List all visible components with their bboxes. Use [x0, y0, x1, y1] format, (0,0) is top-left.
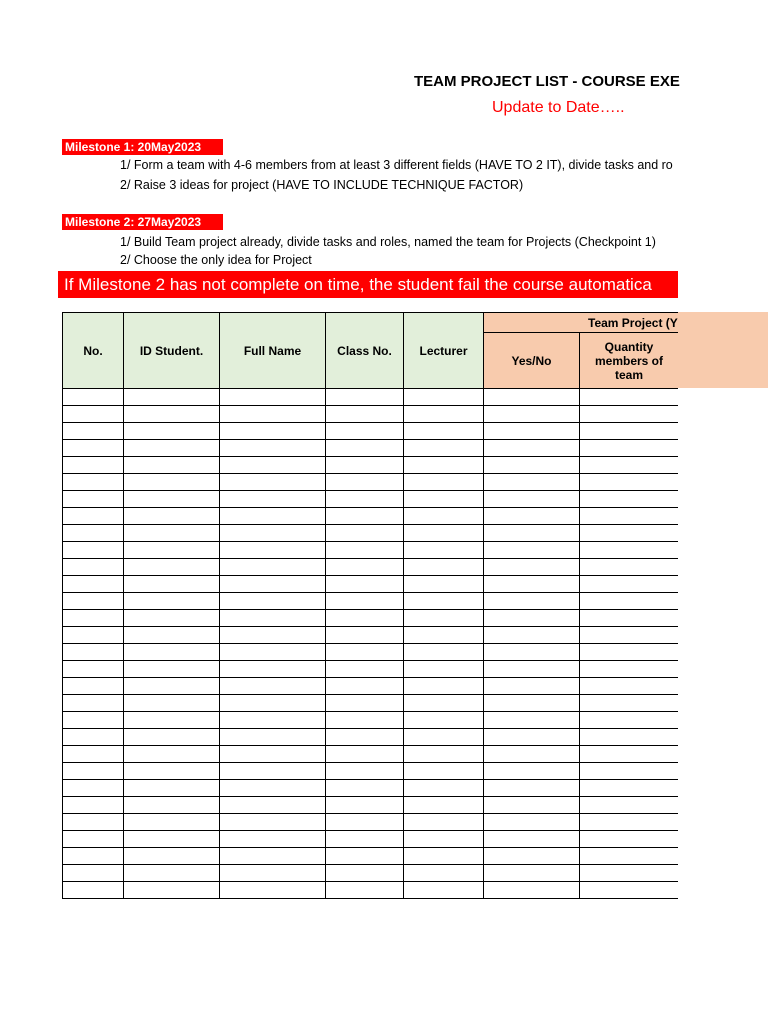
header-class-no: Class No.	[326, 313, 404, 389]
table-cell[interactable]	[63, 610, 124, 627]
table-cell[interactable]	[404, 695, 484, 712]
table-cell[interactable]	[404, 763, 484, 780]
table-row	[63, 797, 679, 814]
table-cell[interactable]	[484, 644, 580, 661]
table-cell[interactable]	[124, 559, 220, 576]
table-cell[interactable]	[404, 678, 484, 695]
table-cell[interactable]	[326, 542, 404, 559]
table-cell[interactable]	[404, 610, 484, 627]
table-cell[interactable]	[484, 542, 580, 559]
table-cell[interactable]	[63, 559, 124, 576]
table-cell[interactable]	[220, 576, 326, 593]
table-cell[interactable]	[404, 440, 484, 457]
table-cell[interactable]	[124, 678, 220, 695]
table-cell[interactable]	[580, 542, 679, 559]
table-cell[interactable]	[580, 457, 679, 474]
table-cell[interactable]	[404, 542, 484, 559]
table-cell[interactable]	[220, 457, 326, 474]
table-cell[interactable]	[580, 831, 679, 848]
table-cell[interactable]	[580, 593, 679, 610]
table-cell[interactable]	[484, 763, 580, 780]
table-cell[interactable]	[404, 525, 484, 542]
table-cell[interactable]	[404, 423, 484, 440]
table-cell[interactable]	[404, 848, 484, 865]
table-cell[interactable]	[63, 406, 124, 423]
table-cell[interactable]	[220, 712, 326, 729]
table-cell[interactable]	[63, 797, 124, 814]
table-cell[interactable]	[220, 865, 326, 882]
table-cell[interactable]	[326, 780, 404, 797]
table-row	[63, 729, 679, 746]
table-row	[63, 814, 679, 831]
table-cell[interactable]	[124, 576, 220, 593]
table-cell[interactable]	[220, 559, 326, 576]
table-cell[interactable]	[124, 797, 220, 814]
table-cell[interactable]	[326, 491, 404, 508]
header-lecturer: Lecturer	[404, 313, 484, 389]
table-cell[interactable]	[484, 695, 580, 712]
table-cell[interactable]	[326, 661, 404, 678]
table-cell[interactable]	[484, 780, 580, 797]
table-cell[interactable]	[580, 661, 679, 678]
table-cell[interactable]	[326, 678, 404, 695]
deadline-warning-banner: If Milestone 2 has not complete on time, the student fail the course automatica	[58, 271, 678, 298]
table-cell[interactable]	[580, 559, 679, 576]
table-cell[interactable]	[63, 627, 124, 644]
table-cell[interactable]	[220, 440, 326, 457]
table-cell[interactable]	[124, 695, 220, 712]
table-row	[63, 627, 679, 644]
table-cell[interactable]	[326, 593, 404, 610]
table-cell[interactable]	[404, 474, 484, 491]
document-title: TEAM PROJECT LIST - COURSE EXE	[414, 73, 680, 90]
table-row	[63, 593, 679, 610]
table-cell[interactable]	[124, 831, 220, 848]
table-cell[interactable]	[220, 763, 326, 780]
table-cell[interactable]	[63, 831, 124, 848]
table-row	[63, 610, 679, 627]
table-cell[interactable]	[220, 610, 326, 627]
table-cell[interactable]	[484, 389, 580, 406]
table-cell[interactable]	[404, 865, 484, 882]
table-row	[63, 678, 679, 695]
table-cell[interactable]	[63, 525, 124, 542]
table-cell[interactable]	[404, 559, 484, 576]
table-cell[interactable]	[326, 406, 404, 423]
table-cell[interactable]	[484, 831, 580, 848]
table-cell[interactable]	[404, 457, 484, 474]
table-row	[63, 474, 679, 491]
table-cell[interactable]	[326, 712, 404, 729]
table-cell[interactable]	[580, 729, 679, 746]
table-cell[interactable]	[326, 389, 404, 406]
table-cell[interactable]	[63, 695, 124, 712]
table-cell[interactable]	[220, 491, 326, 508]
table-cell[interactable]	[580, 780, 679, 797]
table-cell[interactable]	[580, 525, 679, 542]
table-cell[interactable]	[484, 712, 580, 729]
table-cell[interactable]	[220, 627, 326, 644]
table-cell[interactable]	[124, 525, 220, 542]
table-cell[interactable]	[484, 865, 580, 882]
table-cell[interactable]	[220, 661, 326, 678]
table-cell[interactable]	[484, 406, 580, 423]
table-cell[interactable]	[326, 746, 404, 763]
table-cell[interactable]	[484, 661, 580, 678]
header-full-name: Full Name	[220, 313, 326, 389]
table-cell[interactable]	[326, 525, 404, 542]
table-cell[interactable]	[220, 780, 326, 797]
table-cell[interactable]	[63, 729, 124, 746]
table-row	[63, 661, 679, 678]
table-cell[interactable]	[63, 440, 124, 457]
table-cell[interactable]	[580, 644, 679, 661]
header-yes-no: Yes/No	[484, 333, 580, 389]
table-cell[interactable]	[326, 797, 404, 814]
table-cell[interactable]	[220, 797, 326, 814]
table-cell[interactable]	[220, 389, 326, 406]
table-cell[interactable]	[63, 882, 124, 899]
table-cell[interactable]	[124, 848, 220, 865]
table-row	[63, 712, 679, 729]
table-cell[interactable]	[484, 814, 580, 831]
table-cell[interactable]	[580, 814, 679, 831]
table-cell[interactable]	[404, 729, 484, 746]
table-cell[interactable]	[580, 848, 679, 865]
table-row	[63, 763, 679, 780]
header-quantity-members: Quantity members of team	[580, 333, 679, 389]
table-cell[interactable]	[63, 746, 124, 763]
table-row	[63, 865, 679, 882]
table-cell[interactable]	[580, 865, 679, 882]
table-cell[interactable]	[220, 644, 326, 661]
table-cell[interactable]	[63, 644, 124, 661]
team-project-table	[62, 312, 678, 899]
table-cell[interactable]	[404, 882, 484, 899]
table-cell[interactable]	[63, 423, 124, 440]
table-row	[63, 491, 679, 508]
milestone-1-label: Milestone 1: 20May2023	[62, 139, 223, 155]
table-cell[interactable]	[63, 576, 124, 593]
table-cell[interactable]	[63, 491, 124, 508]
table-cell[interactable]	[404, 593, 484, 610]
table-cell[interactable]	[124, 542, 220, 559]
table-cell[interactable]	[580, 508, 679, 525]
table-cell[interactable]	[220, 695, 326, 712]
table-cell[interactable]	[220, 423, 326, 440]
table-cell[interactable]	[404, 644, 484, 661]
table-cell[interactable]	[326, 627, 404, 644]
table-cell[interactable]	[124, 593, 220, 610]
table-cell[interactable]	[484, 610, 580, 627]
table-cell[interactable]	[404, 780, 484, 797]
table-cell[interactable]	[404, 576, 484, 593]
table-cell[interactable]	[326, 576, 404, 593]
table-cell[interactable]	[484, 678, 580, 695]
table-cell[interactable]	[326, 508, 404, 525]
table-cell[interactable]	[124, 661, 220, 678]
table-cell[interactable]	[124, 644, 220, 661]
table-cell[interactable]	[580, 406, 679, 423]
table-cell[interactable]	[484, 559, 580, 576]
table-cell[interactable]	[124, 882, 220, 899]
table-cell[interactable]	[580, 763, 679, 780]
table-cell[interactable]	[326, 610, 404, 627]
table-cell[interactable]	[580, 576, 679, 593]
table-cell[interactable]	[580, 712, 679, 729]
table-cell[interactable]	[124, 712, 220, 729]
table-cell[interactable]	[124, 423, 220, 440]
table-cell[interactable]	[124, 814, 220, 831]
table-row	[63, 457, 679, 474]
table-cell[interactable]	[484, 746, 580, 763]
table-row	[63, 508, 679, 525]
milestone-1-task-1: 1/ Form a team with 4-6 members from at least 3 different fields (HAVE TO 2 IT), divide tasks and ro	[120, 158, 673, 172]
table-cell[interactable]	[124, 729, 220, 746]
table-cell[interactable]	[580, 474, 679, 491]
milestone-1-task-2: 2/ Raise 3 ideas for project (HAVE TO INCLUDE TECHNIQUE FACTOR)	[120, 178, 524, 192]
table-cell[interactable]	[220, 678, 326, 695]
table-cell[interactable]	[404, 814, 484, 831]
table-cell[interactable]	[124, 780, 220, 797]
table-cell[interactable]	[63, 457, 124, 474]
table-cell[interactable]	[580, 627, 679, 644]
table-cell[interactable]	[220, 882, 326, 899]
table-cell[interactable]	[63, 848, 124, 865]
table-row	[63, 831, 679, 848]
table-cell[interactable]	[326, 763, 404, 780]
table-cell[interactable]	[220, 525, 326, 542]
table-cell[interactable]	[484, 525, 580, 542]
table-row	[63, 406, 679, 423]
table-cell[interactable]	[484, 457, 580, 474]
table-cell[interactable]	[124, 440, 220, 457]
table-cell[interactable]	[63, 593, 124, 610]
table-cell[interactable]	[404, 627, 484, 644]
header-overflow-fill	[678, 312, 768, 388]
table-cell[interactable]	[580, 491, 679, 508]
table-row	[63, 576, 679, 593]
table-cell[interactable]	[484, 797, 580, 814]
table-cell[interactable]	[484, 491, 580, 508]
table-cell[interactable]	[404, 746, 484, 763]
table-cell[interactable]	[404, 831, 484, 848]
header-no: No.	[63, 313, 124, 389]
table-cell[interactable]	[63, 712, 124, 729]
table-cell[interactable]	[326, 848, 404, 865]
table-cell[interactable]	[63, 661, 124, 678]
table-cell[interactable]	[326, 423, 404, 440]
table-cell[interactable]	[124, 389, 220, 406]
table-cell[interactable]	[484, 593, 580, 610]
table-cell[interactable]	[404, 712, 484, 729]
table-cell[interactable]	[404, 508, 484, 525]
table-row	[63, 525, 679, 542]
table-cell[interactable]	[63, 389, 124, 406]
update-date-text: Update to Date…..	[492, 99, 625, 116]
table-row	[63, 848, 679, 865]
table-cell[interactable]	[220, 831, 326, 848]
table-cell[interactable]	[124, 508, 220, 525]
table-cell[interactable]	[580, 882, 679, 899]
table-row	[63, 644, 679, 661]
table-cell[interactable]	[326, 882, 404, 899]
table-cell[interactable]	[63, 814, 124, 831]
table-cell[interactable]	[484, 729, 580, 746]
table-cell[interactable]	[484, 848, 580, 865]
table-cell[interactable]	[484, 882, 580, 899]
table-cell[interactable]	[124, 491, 220, 508]
table-cell[interactable]	[63, 474, 124, 491]
table-cell[interactable]	[124, 865, 220, 882]
table-cell[interactable]	[124, 474, 220, 491]
table-cell[interactable]	[326, 865, 404, 882]
table-cell[interactable]	[220, 508, 326, 525]
table-cell[interactable]	[484, 627, 580, 644]
table-row	[63, 746, 679, 763]
table-cell[interactable]	[220, 814, 326, 831]
table-cell[interactable]	[124, 627, 220, 644]
table-cell[interactable]	[580, 797, 679, 814]
table-cell[interactable]	[484, 508, 580, 525]
table-cell[interactable]	[124, 406, 220, 423]
milestone-2-label: Milestone 2: 27May2023	[62, 214, 223, 230]
table-cell[interactable]	[220, 406, 326, 423]
table-row	[63, 542, 679, 559]
table-cell[interactable]	[124, 610, 220, 627]
header-team-project-group: Team Project (Y	[484, 313, 679, 333]
table-row	[63, 423, 679, 440]
table-cell[interactable]	[580, 423, 679, 440]
table-cell[interactable]	[326, 457, 404, 474]
table-cell[interactable]	[326, 831, 404, 848]
milestone-2-task-1: 1/ Build Team project already, divide tasks and roles, named the team for Projects (Checkpoint 1)	[120, 235, 656, 249]
table-cell[interactable]	[580, 746, 679, 763]
table-cell[interactable]	[63, 763, 124, 780]
table-row	[63, 389, 679, 406]
table-cell[interactable]	[220, 848, 326, 865]
milestone-2-task-2: 2/ Choose the only idea for Project	[120, 253, 312, 267]
table-cell[interactable]	[404, 661, 484, 678]
table-row	[63, 440, 679, 457]
table-cell[interactable]	[63, 508, 124, 525]
table-body	[63, 389, 679, 899]
header-id-student: ID Student.	[124, 313, 220, 389]
table-cell[interactable]	[484, 474, 580, 491]
table-cell[interactable]	[580, 610, 679, 627]
table-cell[interactable]	[484, 440, 580, 457]
table-cell[interactable]	[63, 865, 124, 882]
table-cell[interactable]	[484, 576, 580, 593]
table-cell[interactable]	[220, 542, 326, 559]
table-cell[interactable]	[326, 474, 404, 491]
table-cell[interactable]	[220, 746, 326, 763]
table-cell[interactable]	[580, 389, 679, 406]
table-cell[interactable]	[580, 440, 679, 457]
table-cell[interactable]	[124, 746, 220, 763]
table-cell[interactable]	[63, 678, 124, 695]
table-cell[interactable]	[326, 559, 404, 576]
table-cell[interactable]	[580, 695, 679, 712]
table-row	[63, 882, 679, 899]
table-cell[interactable]	[404, 797, 484, 814]
table-cell[interactable]	[326, 814, 404, 831]
table-cell[interactable]	[580, 678, 679, 695]
table-cell[interactable]	[326, 729, 404, 746]
table-row	[63, 559, 679, 576]
table-cell[interactable]	[220, 474, 326, 491]
table-cell[interactable]	[326, 695, 404, 712]
table-row	[63, 695, 679, 712]
table-cell[interactable]	[404, 491, 484, 508]
table-cell[interactable]	[124, 457, 220, 474]
table-cell[interactable]	[326, 440, 404, 457]
table-cell[interactable]	[484, 423, 580, 440]
table-cell[interactable]	[404, 389, 484, 406]
table-cell[interactable]	[220, 729, 326, 746]
table-cell[interactable]	[220, 593, 326, 610]
table-cell[interactable]	[63, 542, 124, 559]
table-cell[interactable]	[404, 406, 484, 423]
table-row	[63, 780, 679, 797]
table-cell[interactable]	[63, 780, 124, 797]
table-cell[interactable]	[124, 763, 220, 780]
table-cell[interactable]	[326, 644, 404, 661]
